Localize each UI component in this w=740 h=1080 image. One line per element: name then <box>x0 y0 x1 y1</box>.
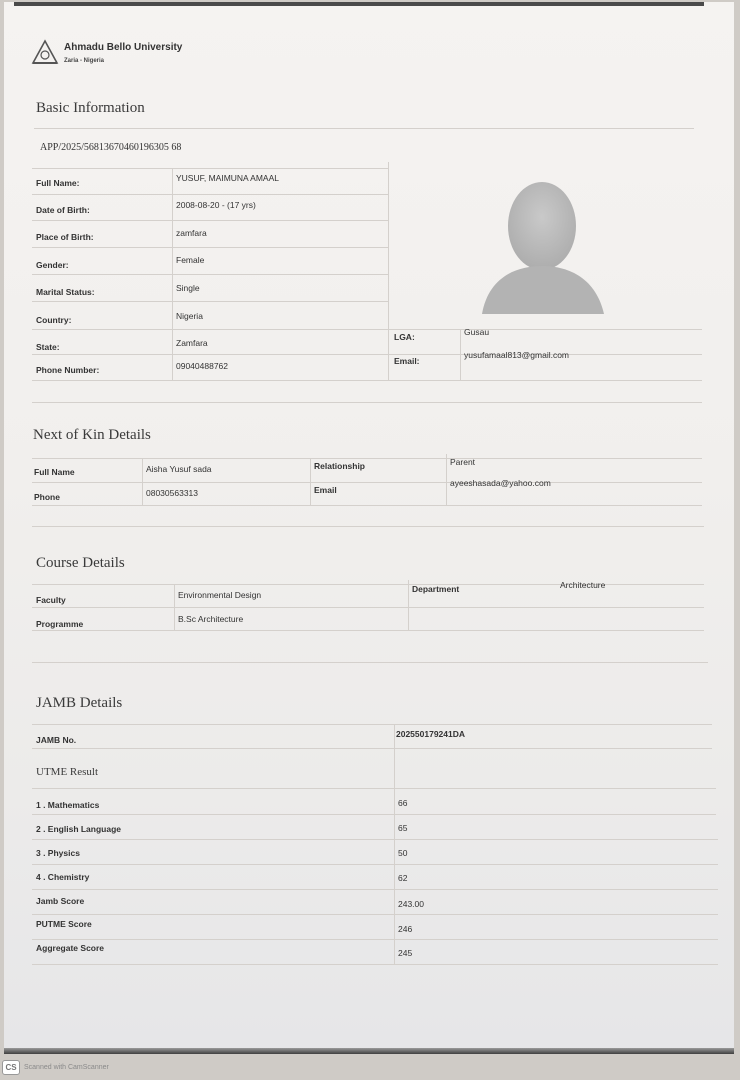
column-divider <box>446 454 447 505</box>
subject-score: 65 <box>398 823 408 833</box>
department-value: Architecture <box>560 580 606 590</box>
next-of-kin-title: Next of Kin Details <box>33 427 151 443</box>
kin-name-label: Full Name <box>34 467 75 477</box>
aggregate-score-value: 245 <box>398 948 413 958</box>
basic-info-title: Basic Information <box>36 100 145 116</box>
kin-relationship-label: Relationship <box>314 461 366 471</box>
subject-score: 50 <box>398 848 408 858</box>
country-label: Country: <box>36 315 72 325</box>
divider <box>32 247 388 248</box>
divider <box>32 194 388 195</box>
avatar-placeholder-icon <box>474 174 624 319</box>
top-edge <box>14 2 704 6</box>
aggregate-score-label: Aggregate Score <box>36 943 105 953</box>
kin-email-label: Email <box>314 485 337 495</box>
full-name-value: YUSUF, MAIMUNA AMAAL <box>176 173 279 183</box>
marital-label: Marital Status: <box>36 287 95 297</box>
programme-value: B.Sc Architecture <box>178 614 244 624</box>
divider <box>32 526 704 527</box>
kin-relationship-value: Parent <box>450 457 476 467</box>
course-details-title: Course Details <box>36 555 125 571</box>
divider <box>32 607 704 608</box>
gender-value: Female <box>176 255 205 265</box>
divider <box>32 458 702 459</box>
marital-value: Single <box>176 283 200 293</box>
camscanner-logo-icon: CS <box>2 1060 20 1075</box>
column-divider <box>310 458 311 505</box>
kin-phone-label: Phone <box>34 492 60 502</box>
divider <box>32 814 716 815</box>
bottom-edge <box>4 1048 734 1054</box>
email-label: Email: <box>394 356 420 366</box>
programme-label: Programme <box>36 619 84 629</box>
jamb-no-label: JAMB No. <box>36 735 77 745</box>
application-number: APP/2025/56813670460196305 68 <box>40 142 182 153</box>
divider <box>32 274 388 275</box>
divider <box>32 301 388 302</box>
email-value: yusufamaal813@gmail.com <box>464 350 570 360</box>
divider <box>34 128 694 129</box>
putme-score-value: 246 <box>398 924 413 934</box>
divider <box>32 329 702 330</box>
pob-value: zamfara <box>176 228 207 238</box>
state-value: Zamfara <box>176 338 208 348</box>
column-divider <box>172 168 173 380</box>
state-label: State: <box>36 342 60 352</box>
divider <box>32 482 702 483</box>
dob-value: 2008-08-20 - (17 yrs) <box>176 200 256 210</box>
subject-score: 66 <box>398 798 408 808</box>
divider <box>32 220 388 221</box>
column-divider <box>174 584 175 630</box>
lga-label: LGA: <box>394 332 415 342</box>
divider <box>32 864 718 865</box>
divider <box>32 788 716 789</box>
divider <box>32 839 718 840</box>
divider <box>32 402 702 403</box>
column-divider <box>394 724 395 964</box>
utme-result-title: UTME Result <box>36 766 99 778</box>
country-value: Nigeria <box>176 311 203 321</box>
divider <box>32 724 712 725</box>
jamb-score-value: 243.00 <box>398 899 424 909</box>
scanner-watermark: Scanned with CamScanner <box>24 1064 109 1071</box>
dob-label: Date of Birth: <box>36 205 90 215</box>
divider <box>32 505 702 506</box>
jamb-score-label: Jamb Score <box>36 896 85 906</box>
full-name-label: Full Name: <box>36 178 80 188</box>
lga-value: Gusau <box>464 327 490 337</box>
faculty-label: Faculty <box>36 595 66 605</box>
phone-label: Phone Number: <box>36 365 100 375</box>
divider <box>32 914 718 915</box>
phone-value: 09040488762 <box>176 361 229 371</box>
column-divider <box>460 329 461 380</box>
column-divider <box>142 458 143 505</box>
subject-score: 62 <box>398 873 408 883</box>
column-divider <box>388 162 389 380</box>
kin-phone-value: 08030563313 <box>146 488 199 498</box>
subject-label: 4 . Chemistry <box>36 872 90 882</box>
university-name: Ahmadu Bello University <box>64 42 183 53</box>
divider <box>32 168 388 169</box>
putme-score-label: PUTME Score <box>36 919 92 929</box>
column-divider <box>408 580 409 630</box>
divider <box>32 939 718 940</box>
faculty-value: Environmental Design <box>178 590 262 600</box>
divider <box>32 889 718 890</box>
kin-name-value: Aisha Yusuf sada <box>146 464 212 474</box>
divider <box>32 354 702 355</box>
divider <box>32 964 718 965</box>
subject-label: 3 . Physics <box>36 848 80 858</box>
divider <box>32 748 712 749</box>
kin-email-value: ayeeshasada@yahoo.com <box>450 478 551 488</box>
divider <box>32 380 702 381</box>
document-page <box>4 2 734 1054</box>
jamb-no-value: 202550179241DA <box>396 729 466 739</box>
jamb-details-title: JAMB Details <box>36 695 123 711</box>
pob-label: Place of Birth: <box>36 232 94 242</box>
university-crest-icon <box>30 38 60 68</box>
divider <box>32 630 704 631</box>
university-location: Zaria - Nigeria <box>64 58 105 64</box>
gender-label: Gender: <box>36 260 69 270</box>
subject-label: 2 . English Language <box>36 824 122 834</box>
department-label: Department <box>412 584 460 594</box>
subject-label: 1 . Mathematics <box>36 800 100 810</box>
divider <box>32 662 708 663</box>
